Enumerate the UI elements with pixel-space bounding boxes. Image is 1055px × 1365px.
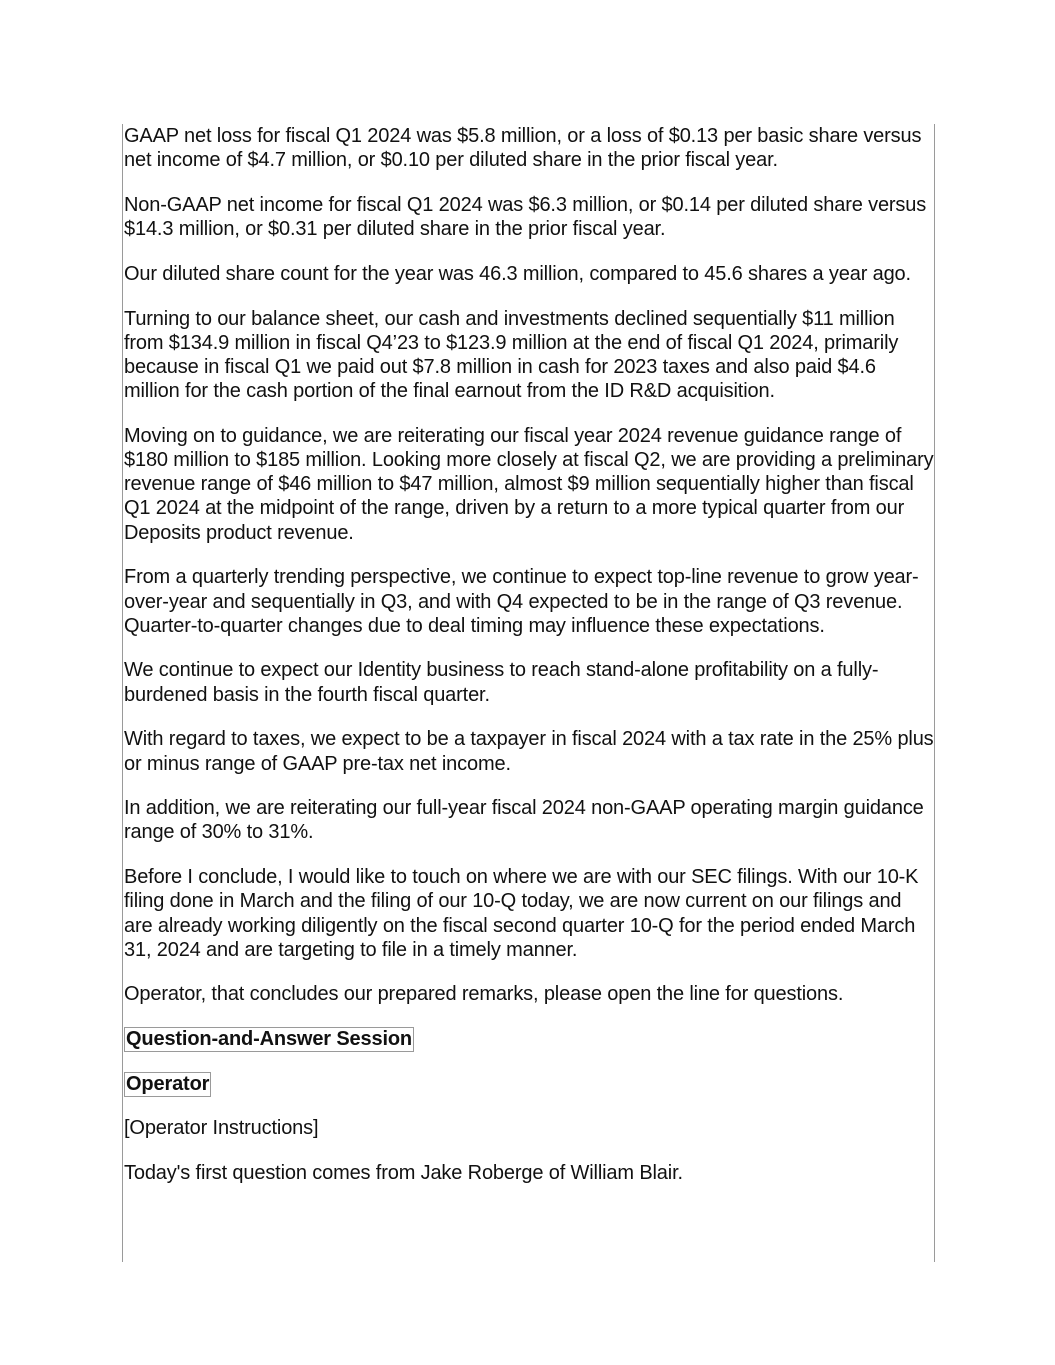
operator-instructions: [Operator Instructions]: [124, 1117, 319, 1140]
paragraph-operating-margin: In addition, we are reiterating our full-year fiscal 2024 non-GAAP operating margin guidance range of 30% to 31%.: [124, 797, 924, 844]
transcript-body: [124, 124, 934, 1206]
paragraph-diluted-share-count: Our diluted share count for the year was 46.3 million, compared to 45.6 shares a year ago.: [124, 262, 911, 285]
paragraph-gaap-net-loss: GAAP net loss for fiscal Q1 2024 was $5.8 million, or a loss of $0.13 per basic share versus net income of $4.7 million, or $0.10 per diluted share in the prior fiscal year.: [124, 125, 922, 172]
paragraph-sec-filings: Before I conclude, I would like to touch on where we are with our SEC filings. With our 10-K filing done in March and the filing of our 10-Q today, we are now current on our filings and are already working diligently on the fiscal second quarter 10-Q for the period ended March 31, 2024 and are targeting to file in a timely manner.: [124, 866, 919, 961]
paragraph-taxes: With regard to taxes, we expect to be a taxpayer in fiscal 2024 with a tax rate in the 25% plus or minus range of GAAP pre-tax net income.: [124, 728, 934, 775]
speaker-label: Operator: [126, 1072, 210, 1095]
section-heading-row: [124, 1027, 934, 1052]
paragraph-quarterly-trend: From a quarterly trending perspective, we continue to expect top-line revenue to grow year-over-year and sequentially in Q3, and with Q4 expected to be in the range of Q3 revenue. Quarter-to-quarter changes due to deal timing may influence these expectations.: [124, 566, 919, 637]
first-question-intro: Today's first question comes from Jake Roberge of William Blair.: [124, 1161, 683, 1184]
left-margin-rule: [122, 124, 123, 1262]
speaker-row: [124, 1072, 934, 1097]
section-heading: Question-and-Answer Session: [126, 1028, 412, 1051]
right-margin-rule: [934, 124, 935, 1262]
paragraph-balance-sheet: Turning to our balance sheet, our cash and investments declined sequentially $11 million from $134.9 million in fiscal Q4’23 to $123.9 million at the end of fiscal Q1 2024, primarily because in fiscal Q1 we paid out $7.8 million in cash for 2023 taxes and also paid $4.6 million for the cash portion of the final earnout from the ID R&D acquisition.: [124, 307, 899, 403]
paragraph-guidance: Moving on to guidance, we are reiterating our fiscal year 2024 revenue guidance range of $180 million to $185 million. Looking more closely at fiscal Q2, we are providing a preliminary revenue range of $46 million to $47 million, almost $9 million sequentially higher than fiscal Q1 2024 at the midpoint of the range, driven by a return to a more typical quarter from our Deposits product revenue.: [124, 424, 934, 544]
paragraph-concluding-remarks: Operator, that concludes our prepared remarks, please open the line for questions.: [124, 983, 844, 1006]
paragraph-non-gaap-net-income: Non-GAAP net income for fiscal Q1 2024 was $6.3 million, or $0.14 per diluted share versus $14.3 million, or $0.31 per diluted share in the prior fiscal year.: [124, 193, 927, 241]
paragraph-identity-business: We continue to expect our Identity business to reach stand-alone profitability on a fully-burdened basis in the fourth fiscal quarter.: [124, 659, 879, 706]
